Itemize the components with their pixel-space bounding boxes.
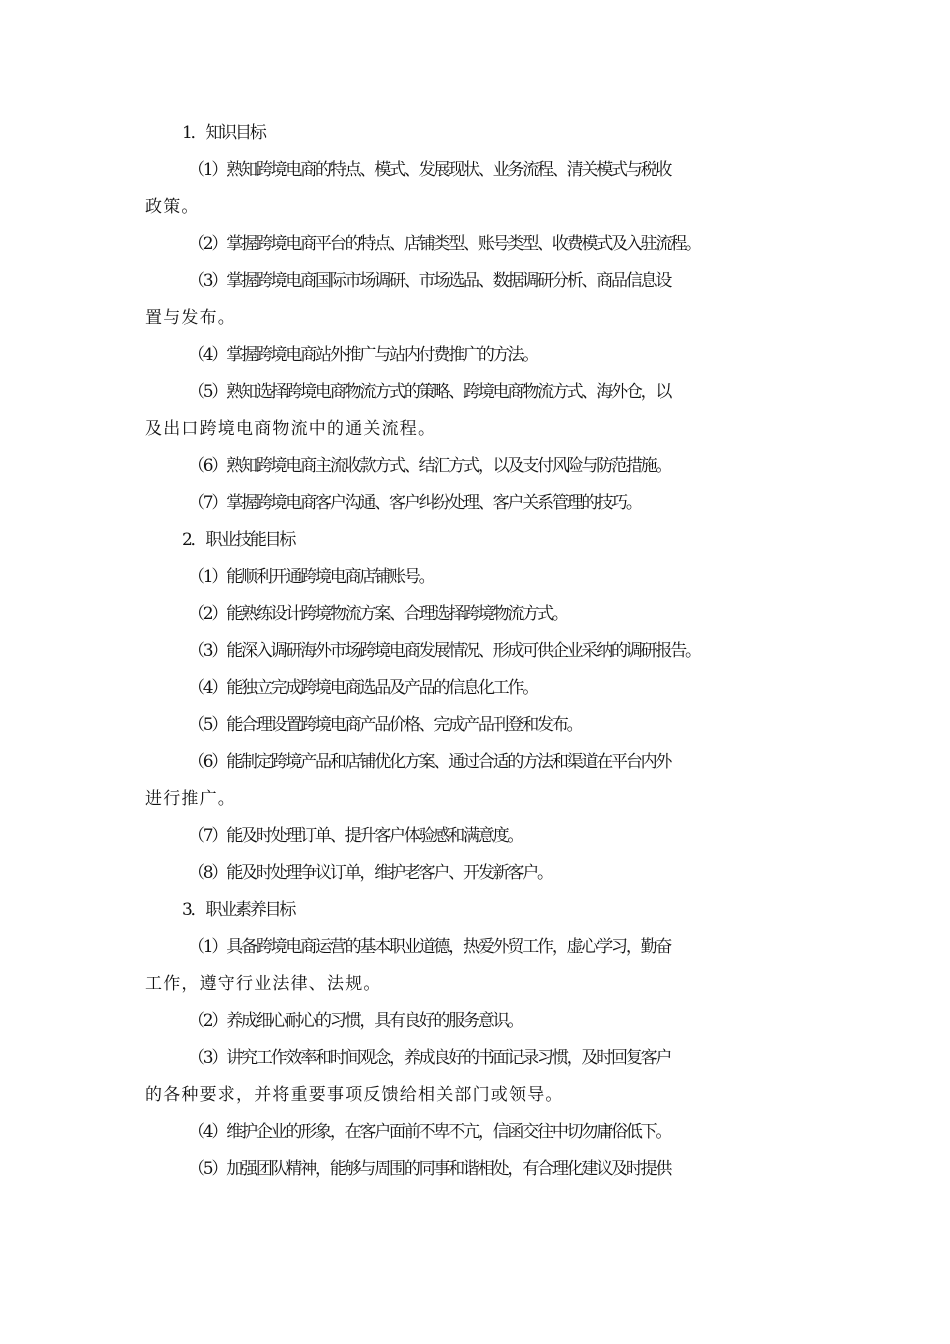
paragraph-line: 工作，遵守行业法律、法规。: [145, 974, 382, 994]
paragraph-line: 进行推广。: [145, 789, 236, 809]
paragraph-line: （1）熟知跨境电商的特点、模式、发展现状、业务流程、清关模式与税收: [188, 160, 671, 180]
paragraph-line: （6）熟知跨境电商主流收款方式、结汇方式，以及支付风险与防范措施。: [188, 456, 671, 476]
paragraph-line: （2）能熟练设计跨境物流方案、合理选择跨境物流方式。: [188, 604, 567, 624]
paragraph-line: （1）具备跨境电商运营的基本职业道德，热爱外贸工作，虚心学习，勤奋: [188, 937, 671, 957]
paragraph-line: （4）能独立完成跨境电商选品及产品的信息化工作。: [188, 678, 538, 698]
paragraph-line: （5）加强团队精神，能够与周围的同事和谐相处，有合理化建议及时提供: [188, 1159, 671, 1179]
paragraph-line: 及出口跨境电商物流中的通关流程。: [145, 419, 437, 439]
paragraph-line: （1）能顺利开通跨境电商店铺账号。: [188, 567, 434, 587]
paragraph-line: （5）熟知选择跨境电商物流方式的策略、跨境电商物流方式、海外仓，以: [188, 382, 671, 402]
paragraph-line: （3）讲究工作效率和时间观念，养成良好的书面记录习惯，及时回复客户: [188, 1048, 671, 1068]
paragraph-line: （7）能及时处理订单、提升客户体验感和满意度。: [188, 826, 523, 846]
paragraph-line: （8）能及时处理争议订单，维护老客户、开发新客户。: [188, 863, 552, 883]
paragraph-line: （3）掌握跨境电商国际市场调研、市场选品、数据调研分析、商品信息设: [188, 271, 671, 291]
paragraph-line: （7）掌握跨境电商客户沟通、客户纠纷处理、客户关系管理的技巧。: [188, 493, 641, 513]
section-heading: 2．职业技能目标: [182, 530, 295, 550]
paragraph-line: （2）养成细心耐心的习惯，具有良好的服务意识。: [188, 1011, 523, 1031]
paragraph-line: 政策。: [145, 197, 200, 217]
paragraph-line: （2）掌握跨境电商平台的特点、店铺类型、账号类型、收费模式及入驻流程。: [188, 234, 700, 254]
paragraph-line: 的各种要求，并将重要事项反馈给相关部门或领导。: [145, 1085, 564, 1105]
paragraph-line: （6）能制定跨境产品和店铺优化方案、通过合适的方法和渠道在平台内外: [188, 752, 671, 772]
paragraph-line: 置与发布。: [145, 308, 236, 328]
paragraph-line: （4）维护企业的形象，在客户面前不卑不亢，信函交往中切勿庸俗低下。: [188, 1122, 671, 1142]
section-heading: 3．职业素养目标: [182, 900, 295, 920]
paragraph-line: （4）掌握跨境电商站外推广与站内付费推广的方法。: [188, 345, 538, 365]
paragraph-line: （3）能深入调研海外市场跨境电商发展情况、形成可供企业采纳的调研报告。: [188, 641, 700, 661]
section-heading: 1．知识目标: [182, 123, 265, 143]
paragraph-line: （5）能合理设置跨境电商产品价格、完成产品刊登和发布。: [188, 715, 582, 735]
